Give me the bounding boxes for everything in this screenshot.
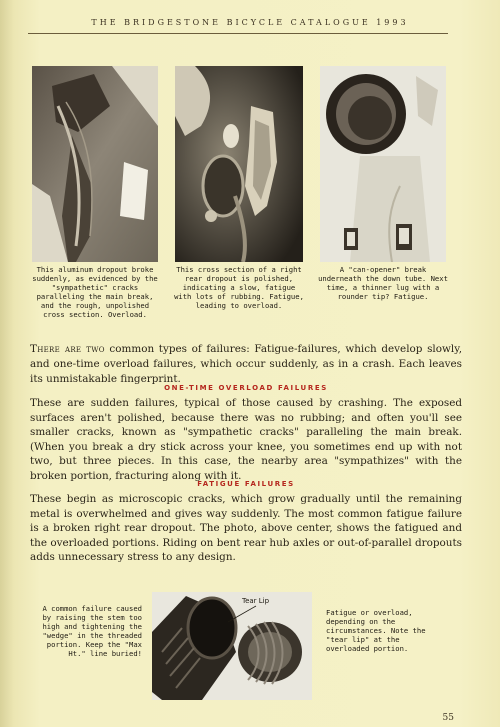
header-rule <box>28 33 448 34</box>
section-body-fatigue: These begin as microscopic cracks, which grow gradually until the remaining metal is overwhelmed and gives way suddenly. The most common fatigue failure is a broken right rear dropout. The photo, above center, shows the fatigued and the overloaded portions. Riding on bent rear hub axles or out-of-parallel dropouts adds unnecessary stress to any design. <box>30 493 462 564</box>
section-body-overload: These are sudden failures, typical of those caused by crashing. The exposed surfaces aren't polished, because there was no rubbing; and often you'll see smaller cracks, known as "sympathetic cracks" paralleling the main break. (When you break a dry stick across your knee, you sometimes end up with not two, but three pieces. In this case, the nearby area "sympathizes" with the broken portion, fracturing along with it. <box>30 397 462 482</box>
stem-failure-caption: A common failure caused by raising the stem too high and tightening the "wedge" in the threaded portion. Keep the "Max Ht." line buried! <box>42 604 142 658</box>
photo-rear-dropout <box>175 66 303 262</box>
tear-lip-label: Tear Lip <box>242 597 270 605</box>
photo1-caption: This aluminum dropout broke suddenly, as evidenced by the "sympathetic" cracks paralleling the main break, and the rough, unpolished cross section. Overload. <box>32 265 158 319</box>
photo-aluminum-dropout <box>32 66 158 262</box>
page-header: THE BRIDGESTONE BICYCLE CATALOGUE 1993 <box>91 18 409 27</box>
intro-lead: There are two <box>30 343 105 355</box>
fatigue-overload-caption: Fatigue or overload, depending on the circumstances. Note the "tear lip" at the overloaded portion. <box>326 608 426 653</box>
photo3-caption: A "can-opener" break underneath the down tube. Next time, a thinner lug with a rounder tip? Fatigue. <box>318 265 448 301</box>
tear-lip-pointer <box>222 604 262 624</box>
page-number: 55 <box>442 713 454 723</box>
photo2-caption: This cross section of a right rear dropout is polished, indicating a slow, fatigue with lots of rubbing. Fatigue, leading to overload. <box>174 265 304 310</box>
section-heading-overload: ONE-TIME OVERLOAD FAILURES <box>164 384 328 392</box>
section-heading-fatigue: FATIGUE FAILURES <box>197 480 295 488</box>
intro-text: common types of failures: Fatigue-failures, which develop slowly, and one-time overload failures, which occur suddenly, as in a crash. Each leaves its unmistakable fingerprint. <box>30 343 462 385</box>
photo-can-opener-break <box>320 66 446 262</box>
intro-paragraph <box>30 342 462 387</box>
